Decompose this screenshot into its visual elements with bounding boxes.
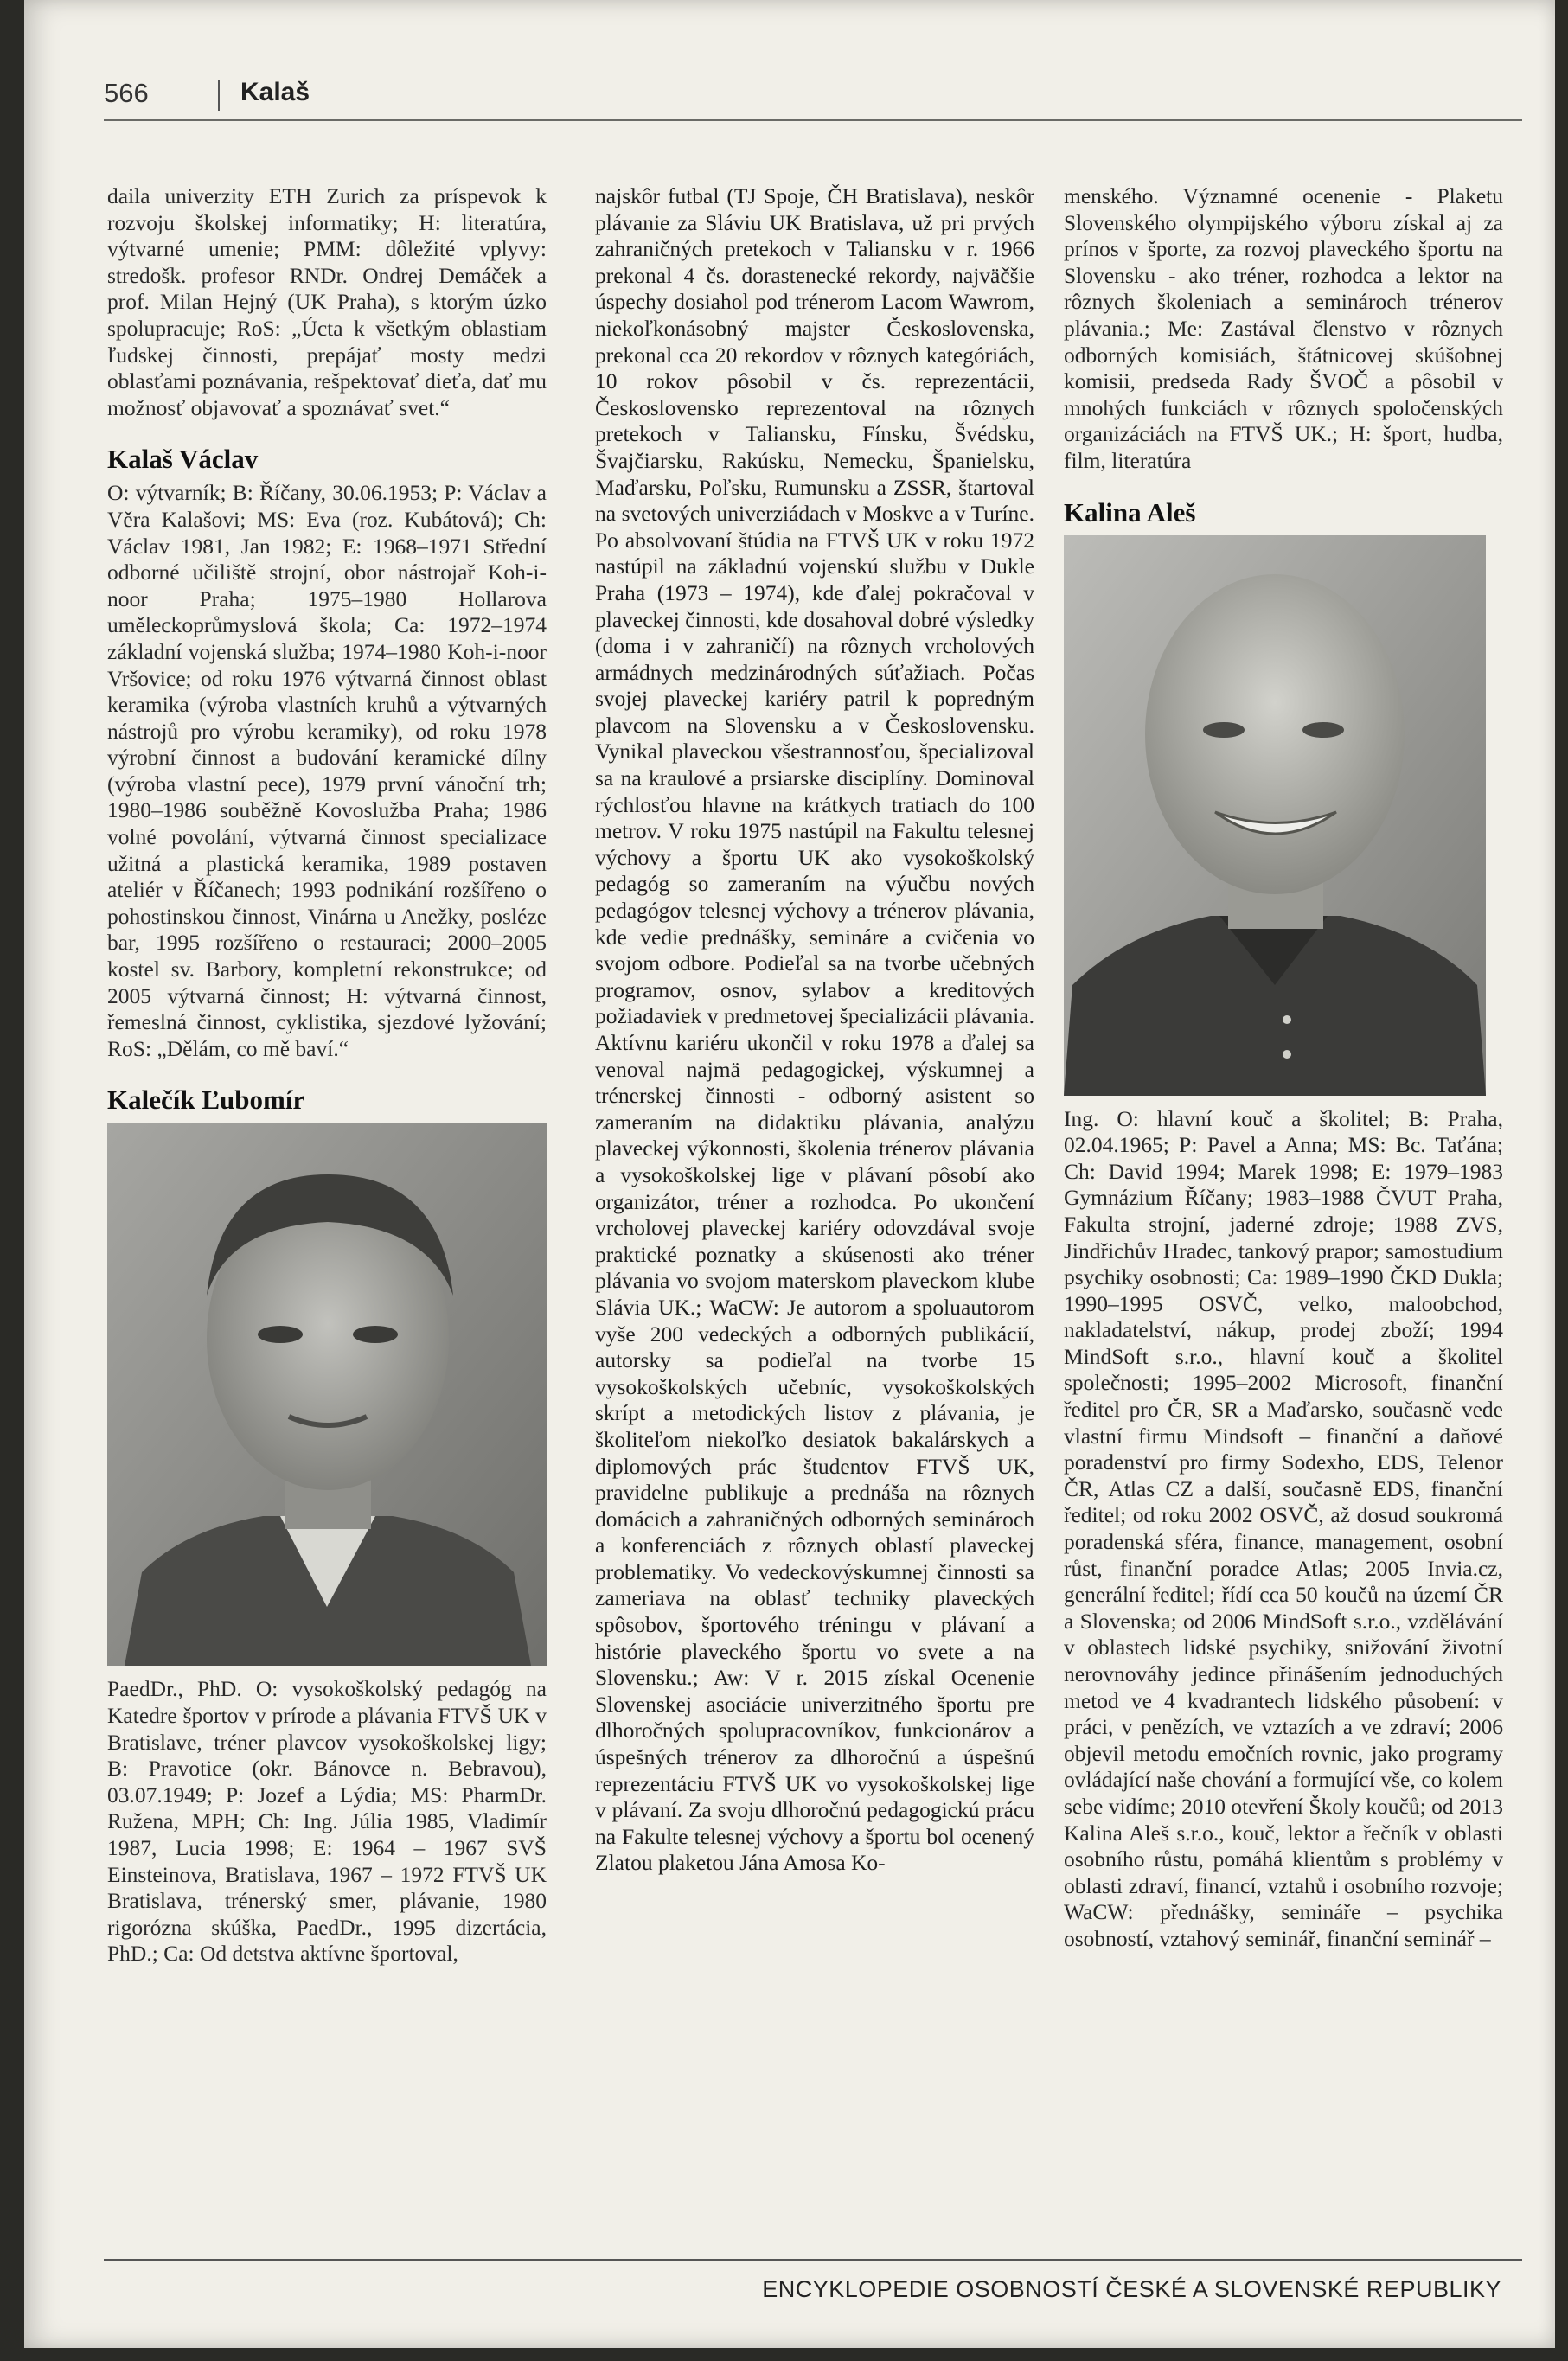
portrait-photo-icon bbox=[107, 1123, 547, 1666]
entry-text-kalas-vaclav: O: výtvarník; B: Říčany, 30.06.1953; P: Václav a Věra Kalašovi; MS: Eva (roz. Kubátová); Ch: Václav 1981, Jan 1982; E: 1968–1971 Střední odborné učiliště strojní, obor nástrojař Koh-i-noor Praha; 1975–1980 Hollarova uměleckoprůmyslová škola; Ca: 1972–1974 základní vojenská služba; 1974–1980 Koh-i-noor Vršovice; od roku 1976 výtvarná činnost oblast keramika (výroba vlastních kruhů a výtvarných nástrojů pro výrobu keramiky), od roku 1978 výrobní činnost a budování keramické dílny (výroba vlastní pece), 1979 první vánoční trh; 1980–1986 souběžně Kovoslužba Praha; 1986 volné povolání, výtvarná činnost specializace užitná a plastická keramika, 1989 postaven ateliér v Říčanech; 1993 podnikání rozšířeno o pohostinskou činnost, Vinárna u Anežky, posléze bar, 1995 rozšířeno o restauraci; 2000–2005 kostel sv. Barbory, kompletní rekonstrukce; od 2005 výtvarná činnost; H: výtvarná činnost, řemeslná činnost, cyklistika, sjezdové lyžování; RoS: „Dělám, co mě baví.“ bbox=[107, 480, 547, 1061]
page-number: 566 bbox=[104, 78, 149, 108]
entry-heading-kalina-ales: Kalina Aleš bbox=[1064, 496, 1196, 528]
column-3 bbox=[1064, 183, 1503, 1953]
entry-text-kalecik-end: menského. Významné ocenenie - Plaketu Slovenského olympijského výboru získal aj za prínos v športe, za rozvoj plaveckého športu na Slovensku - ako tréner, rozhodca a lektor na rôznych školeniach a seminároch trénerov plávania.; Me: Zastával členstvo v rôznych odborných komisiách, štátnicovej skúšobnej komisii, predseda Rady ŠVOČ a pôsobil v mnohých funkciách v rôznych spoločenských organizáciách na FTVŠ UK.; H: šport, hudba, film, literatúra bbox=[1064, 183, 1503, 473]
entry-heading-kalas-vaclav: Kalaš Václav bbox=[107, 444, 259, 475]
entry-text-kalecik-lubomir: PaedDr., PhD. O: vysokoškolský pedagóg na Katedre športov v prírode a plávania FTVŠ UK v Bratislave, tréner plavcov vysokoškolskej ligy; B: Pravotice (okr. Bánovce n. Bebravou), 03.07.1949; P: Jozef a Lýdia; MS: PharmDr. Ružena, MPH; Ch: Ing. Júlia 1985, Vladimír 1987, Lucia 1998; E: 1964 – 1967 SVŠ Einsteinova, Bratislava, 1967 – 1972 FTVŠ UK Bratislava, trénerský smer, plávanie, 1980 rigorózna skúška, PaedDr., 1995 dizertácia, PhD.; Ca: Od detstva aktívne športoval, bbox=[107, 1676, 547, 1967]
column-2 bbox=[595, 183, 1034, 1877]
header-keyword: Kalaš bbox=[240, 78, 310, 106]
running-header bbox=[104, 76, 1522, 121]
entry-heading-kalecik-lubomir: Kalečík Ľubomír bbox=[107, 1085, 305, 1116]
footer-rule bbox=[104, 2259, 1522, 2261]
entry-text-kalecik-continued: najskôr futbal (TJ Spoje, ČH Bratislava), neskôr plávanie za Sláviu UK Bratislava, už pri prvých zahraničných pretekoch v Taliansku v r. 1966 prekonal 4 čs. dorastenecké rekordy, najväčšie úspechy dosiahol pod trénerom Lacom Wawrom, niekoľkonásobný majster Československa, prekonal cca 20 rekordov v rôznych kategóriách, 10 rokov pôsobil v čs. reprezentácii, Československo reprezentoval na rôznych pretekoch v Taliansku, Fínsku, Švédsku, Švajčiarsku, Rakúsku, Nemecku, Španielsku, Maďarsku, Poľsku, Rumunsku a ZSSR, štartoval na svetových univerziádach v Moskve a v Turíne. Po absolvovaní štúdia na FTVŠ UK v roku 1972 nastúpil na základnú vojenskú službu v Dukle Praha (1973 – 1974), kde ďalej pokračoval v plaveckej činnosti, kde dosahoval dobré výsledky (doma i v zahraničí) na rôznych vrcholových armádnych medzinárodných súťažiach. Počas svojej plaveckej kariéry patril k popredným plavcom na Slovensku a v Československu. Vynikal plaveckou všestrannosťou, špecializoval sa na kraulové a prsiarske disciplíny. Dominoval rýchlosťou hlavne na krátkych tratiach do 100 metrov. V roku 1975 nastúpil na Fakultu telesnej výchovy a športu UK ako vysokoškolský pedagóg so zameraním na výučbu nových pedagógov telesnej výchovy a trénerov plávania, kde vedie prednášky, semináre a cvičenia vo svojom odbore. Podieľal sa na tvorbe učebných programov, osnov, sylabov a kreditových požiadaviek v predmetovej špecializácii plávania. Aktívnu kariéru ukončil v roku 1978 a ďalej sa venoval najmä pedagogickej, výskumnej a trénerskej činnosti - odborný asistent so zameraním na didaktiku plávania, analýzu plaveckej výkonnosti, školenia trénerov plávania a vysokoškolskej lige v plávaní pôsobí ako organizátor, tréner a rozhodca. Po ukončení vrcholovej plaveckej kariéry odovzdával svoje praktické poznatky a skúsenosti ako tréner plávania vo svojom materskom plaveckom klube Slávia UK.; WaCW: Je autorom a spoluautorom vyše 200 vedeckých a odborných publikácií, autorsky sa podieľal na tvorbe 15 vysokoškolských učebníc, vysokoškolských skrípt a metodických listov z plávania, je školiteľom niekoľko desiatok bakalárskych a diplomových prác študentov FTVŠ UK, pravidelne publikuje a prednáša na rôznych domácich a zahraničných odborných seminároch a konferenciách z rôznych oblastí plaveckej problematiky. Vo vedeckovýskumnej činnosti sa zameriava na oblasť techniky plaveckých spôsobov, športového tréningu v plávaní a histórie plaveckého športu vo svete a na Slovensku.; Aw: V r. 2015 získal Ocenenie Slovenskej asociácie univerzitného športu pre dlhoročných spolupracovníkov, funkcionárov a úspešných trénerov za dlhoročnú a úspešnú reprezentáciu FTVŠ UK vo vysokoškolskej lige v plávaní. Za svoju dlhoročnú pedagogickú prácu na Fakulte telesnej výchovy a športu bol ocenený Zlatou plaketou Jána Amosa Ko- bbox=[595, 183, 1034, 1876]
entry-text-kalina-ales: Ing. O: hlavní kouč a školitel; B: Praha, 02.04.1965; P: Pavel a Anna; MS: Bc. Taťána; Ch: David 1994; Marek 1998; E: 1979–1983 Gymnázium Říčany; 1983–1988 ČVUT Praha, Fakulta strojní, jaderné zdroje; 1988 ZVS, Jindřichův Hradec, tankový prapor; samostudium psychiky osobnosti; Ca: 1989–1990 ČKD Dukla; 1990–1995 OSVČ, velko, maloobchod, nakladatelství, nákup, prodej zboží; 1994 MindSoft s.r.o., hlavní kouč a školitel společnosti; 1995–2002 Microsoft, finanční ředitel pro ČR, SR a Maďarsko, současně vede vlastní firmu Mindsoft – finanční a daňové poradenství pro firmy Sodexho, EDS, Telenor ČR, Atlas CZ a další, současně EDS, finanční ředitel; od roku 2002 OSVČ, až dosud soukromá poradenská sféra, finance, management, osobní růst, finanční poradce Atlas; 2005 Invia.cz, generální ředitel; řídí cca 50 koučů na území ČR a Slovenska; od 2006 MindSoft s.r.o., vzdělávání v oblastech lidské psychiky, snižování životní nerovnováhy jedince přinášením jednoduchých metod ve 4 kvadrantech lidského působení: v práci, v penězích, ve vztazích a ve zdraví; 2006 objevil metodu emočních rovnic, jako programy ovládající naše chování a formující vše, co kolem sebe vidíme; 2010 otevření Školy koučů; od 2013 Kalina Aleš s.r.o., kouč, lektor a řečník v oblasti osobního růstu, pomáhá klientům s problémy v oblasti zdraví, financí, vztahů i osobního rozvoje; WaCW: přednášky, semináře – psychika osobností, vztahový seminář, finanční seminář – bbox=[1064, 1105, 1503, 1951]
portrait-photo-icon bbox=[1064, 535, 1486, 1096]
header-separator bbox=[218, 80, 220, 111]
column-1 bbox=[107, 183, 547, 1968]
book-page bbox=[24, 0, 1555, 2348]
previous-entry-continuation: daila univerzity ETH Zurich za príspevok k rozvoju školskej informatiky; H: literatúra, výtvarné umenie; PMM: dôležité vplyvy: stredošk. profesor RNDr. Ondrej Demáček a prof. Milan Hejný (UK Praha), s ktorým úzko spolupracuje; RoS: „Úcta k všetkým oblastiam ľudskej činnosti, prepájať mosty medzi oblasťami poznávania, rešpektovať dieťa, dať mu možnosť objavovať a spoznávať svet.“ bbox=[107, 183, 547, 420]
running-footer: ENCYKLOPEDIE OSOBNOSTÍ ČESKÉ A SLOVENSKÉ REPUBLIKY bbox=[762, 2276, 1501, 2302]
